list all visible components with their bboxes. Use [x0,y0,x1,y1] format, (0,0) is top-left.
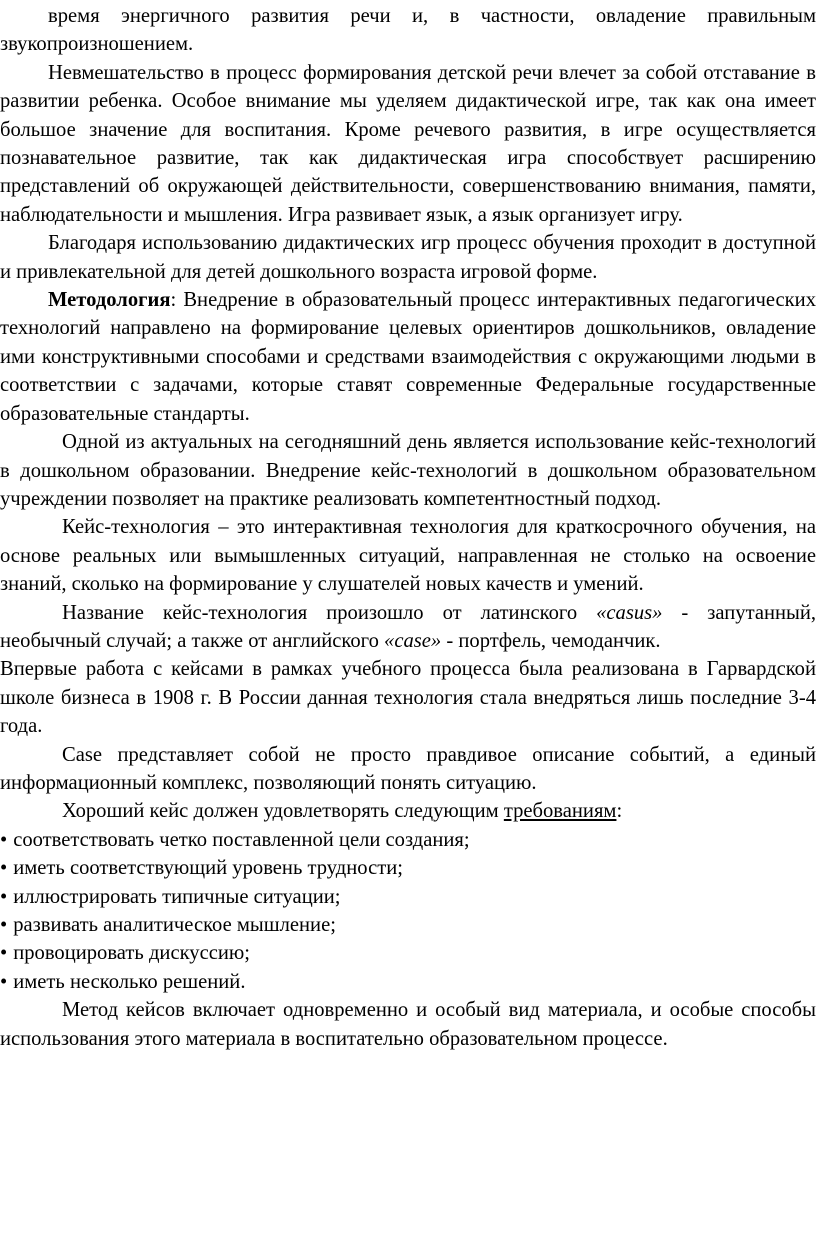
paragraph-didactic-games: Благодаря использованию дидактических игр процесс обучения проходит в доступной и привлекательной для детей дошкольного возраста игровой форме. [0,232,816,283]
list-item [0,883,816,911]
bullet-icon: • [0,970,8,993]
requirement-text: иллюстрировать типичные ситуации; [13,885,341,908]
requirement-text: соответствовать четко поставленной цели создания; [13,828,470,851]
paragraph-requirements-intro [0,797,816,825]
list-item [0,854,816,882]
requirements-intro-text: Хороший кейс должен удовлетворять следующим [62,800,504,823]
methodology-text: : Внедрение в образовательный процесс интерактивных педагогических технологий направлено на формирование целевых ориентиров дошкольников, овладение ими конструктивными способами и средствами взаимодействия с окружающими людьми в соответствии с задачами, которые ставят современные Федеральные государственные образовательные стандарты. [0,289,816,425]
requirements-colon: : [616,800,623,823]
paragraph-case-relevance: Одной из актуальных на сегодняшний день является использование кейс-технологий в дошкольном образовании. Внедрение кейс-технологий в дошкольном образовательном учреждении позволяет на практике реализовать компетентностный подход. [0,431,816,510]
term-casus: «casus» [596,601,663,624]
paragraph-case-history: Впервые работа с кейсами в рамках учебного процесса была реализована в Гарвардской школе бизнеса в 1908 г. В России данная технология стала внедряться лишь последние 3-4 года. [0,658,816,738]
etymology-text-a: Название кейс-технология произошло от латинского [62,601,597,624]
requirements-word: требованиям [503,800,617,823]
list-item [0,911,816,939]
paragraph-speech-development: время энергичного развития речи и, в частности, овладение правильным звукопроизношением. [0,5,816,56]
etymology-text-b: - запутанный, необычный случай; а также от английского [0,601,816,652]
requirement-text: провоцировать дискуссию; [13,942,251,965]
paragraph-non-interference: Невмешательство в процесс формирования детской речи влечет за собой отставание в развитии ребенка. Особое внимание мы уделяем дидактической игре, так как она имеет большое значение для воспитания. Кроме речевого развития, в игре осуществляется познавательное развитие, так как дидактическая игра способствует расширению представлений об окружающей действительности, совершенствованию внимания, памяти, наблюдательности и мышления. Игра развивает язык, а язык организует игру. [0,61,816,226]
bullet-icon: • [0,857,8,880]
paragraph-case-method: Метод кейсов включает одновременно и особый вид материала, и особые способы использования этого материала в воспитательно образовательном процессе. [0,999,816,1050]
requirement-text: развивать аналитическое мышление; [13,914,336,936]
paragraph-methodology [0,286,816,428]
list-item [0,939,816,967]
bullet-icon: • [0,885,8,908]
etymology-text-c: - портфель, чемоданчик. [441,629,661,652]
methodology-term: Методология [48,289,171,312]
term-case: «case» [384,629,442,652]
list-item [0,968,816,996]
list-item [0,826,816,854]
bullet-icon: • [0,828,8,851]
paragraph-case-description: Case представляет собой не просто правдивое описание событий, а единый информационный комплекс, позволяющий понять ситуацию. [0,743,816,794]
bullet-icon: • [0,942,8,965]
requirement-text: иметь несколько решений. [13,970,246,993]
requirement-text: иметь соответствующий уровень трудности; [13,857,403,880]
paragraph-case-etymology [0,599,816,656]
paragraph-case-definition: Кейс-технология – это интерактивная технология для краткосрочного обучения, на основе реальных или вымышленных ситуаций, направленная не столько на освоение знаний, сколько на формирование у слушателей новых качеств и умений. [0,516,816,596]
requirements-list [0,826,816,996]
bullet-icon: • [0,914,8,936]
